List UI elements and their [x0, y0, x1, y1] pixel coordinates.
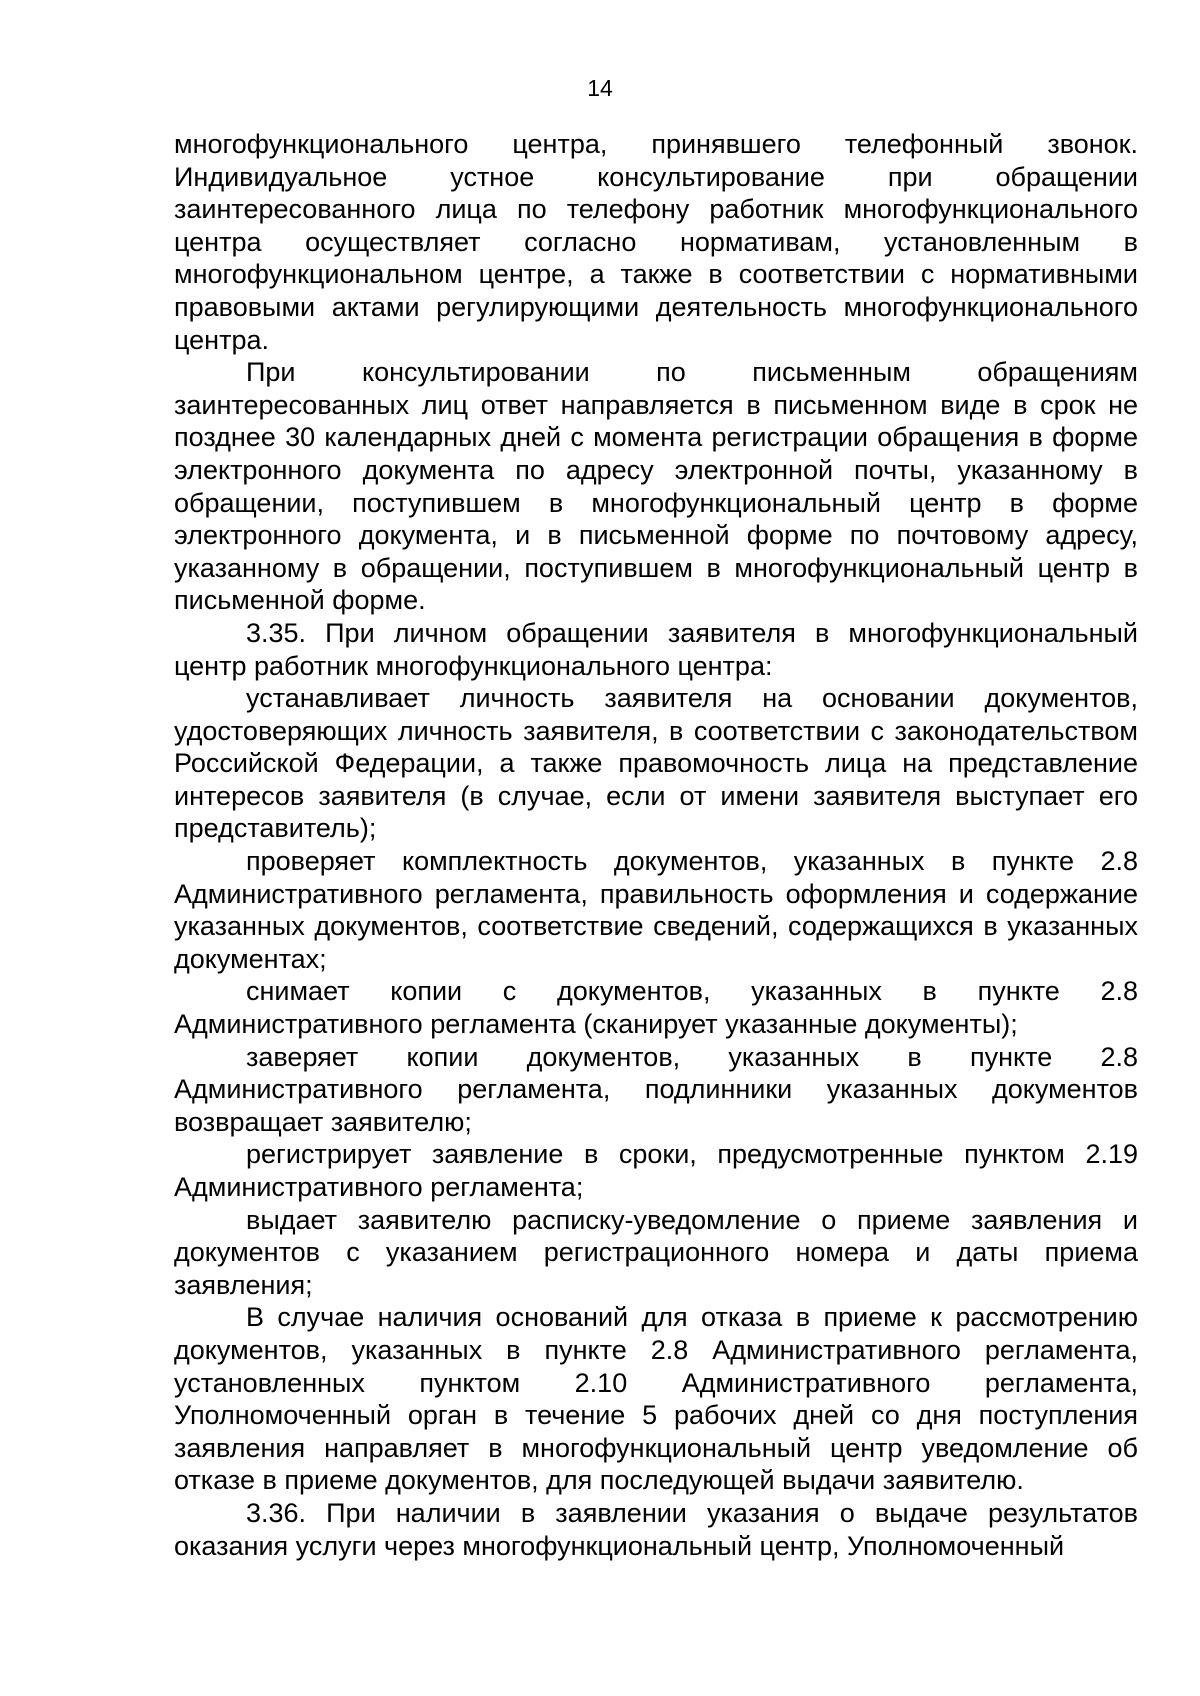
paragraph-identity-check: устанавливает личность заявителя на основании документов, удостоверяющих личность заявителя, в соответствии с законодательством Российской Федерации, а также правомочность лица на представление интересов заявителя (в случае, если от имени заявителя выступает его представитель);: [174, 683, 1138, 844]
paragraph-written-consultation: При консультировании по письменным обращениям заинтересованных лиц ответ направляется в письменном виде в срок не позднее 30 календарных дней с момента регистрации обращения в форме электронного документа по адресу электронной почты, указанному в обращении, поступившем в многофункциональный центр в форме электронного документа, и в письменной форме по почтовому адресу, указанному в обращении, поступившем в многофункциональный центр в письменной форме.: [174, 357, 1138, 616]
page-number: 14: [587, 75, 613, 101]
paragraph-3-36: 3.36. При наличии в заявлении указания о выдаче результатов оказания услуги через многофункциональный центр, Уполномоченный: [174, 1497, 1138, 1561]
paragraph-registration: регистрирует заявление в сроки, предусмотренные пунктом 2.19 Административного регламента;: [174, 1139, 1138, 1202]
paragraph-receipt: выдает заявителю расписку-уведомление о приеме заявления и документов с указанием регистрационного номера и даты приема заявления;: [174, 1204, 1138, 1300]
paragraph-continuation: многофункционального центра, принявшего телефонный звонок. Индивидуальное устное консультирование при обращении заинтересованного лица по телефону работник многофункционального центра осуществляет согласно нормативам, установленным в многофункциональном центре, а также в соответствии с нормативными правовыми актами регулирующими деятельность многофункционального центра.: [174, 129, 1138, 355]
paragraph-3-35: 3.35. При личном обращении заявителя в многофункциональный центр работник многофункционального центра:: [174, 617, 1138, 681]
paragraph-copies: снимает копии с документов, указанных в пункте 2.8 Административного регламента (сканирует указанные документы);: [174, 976, 1138, 1040]
paragraph-certify-copies: заверяет копии документов, указанных в пункте 2.8 Административного регламента, подлинники указанных документов возвращает заявителю;: [174, 1041, 1138, 1137]
document-body: [174, 128, 1138, 1562]
paragraph-completeness-check: проверяет комплектность документов, указанных в пункте 2.8 Административного регламента, правильность оформления и содержание указанных документов, соответствие сведений, содержащихся в указанных документах;: [174, 846, 1138, 974]
paragraph-refusal: В случае наличия оснований для отказа в приеме к рассмотрению документов, указанных в пункте 2.8 Административного регламента, установленных пунктом 2.10 Административного регламента, Уполномоченный орган в течение 5 рабочих дней со дня поступления заявления направляет в многофункциональный центр уведомление об отказе в приеме документов, для последующей выдачи заявителю.: [174, 1302, 1138, 1496]
